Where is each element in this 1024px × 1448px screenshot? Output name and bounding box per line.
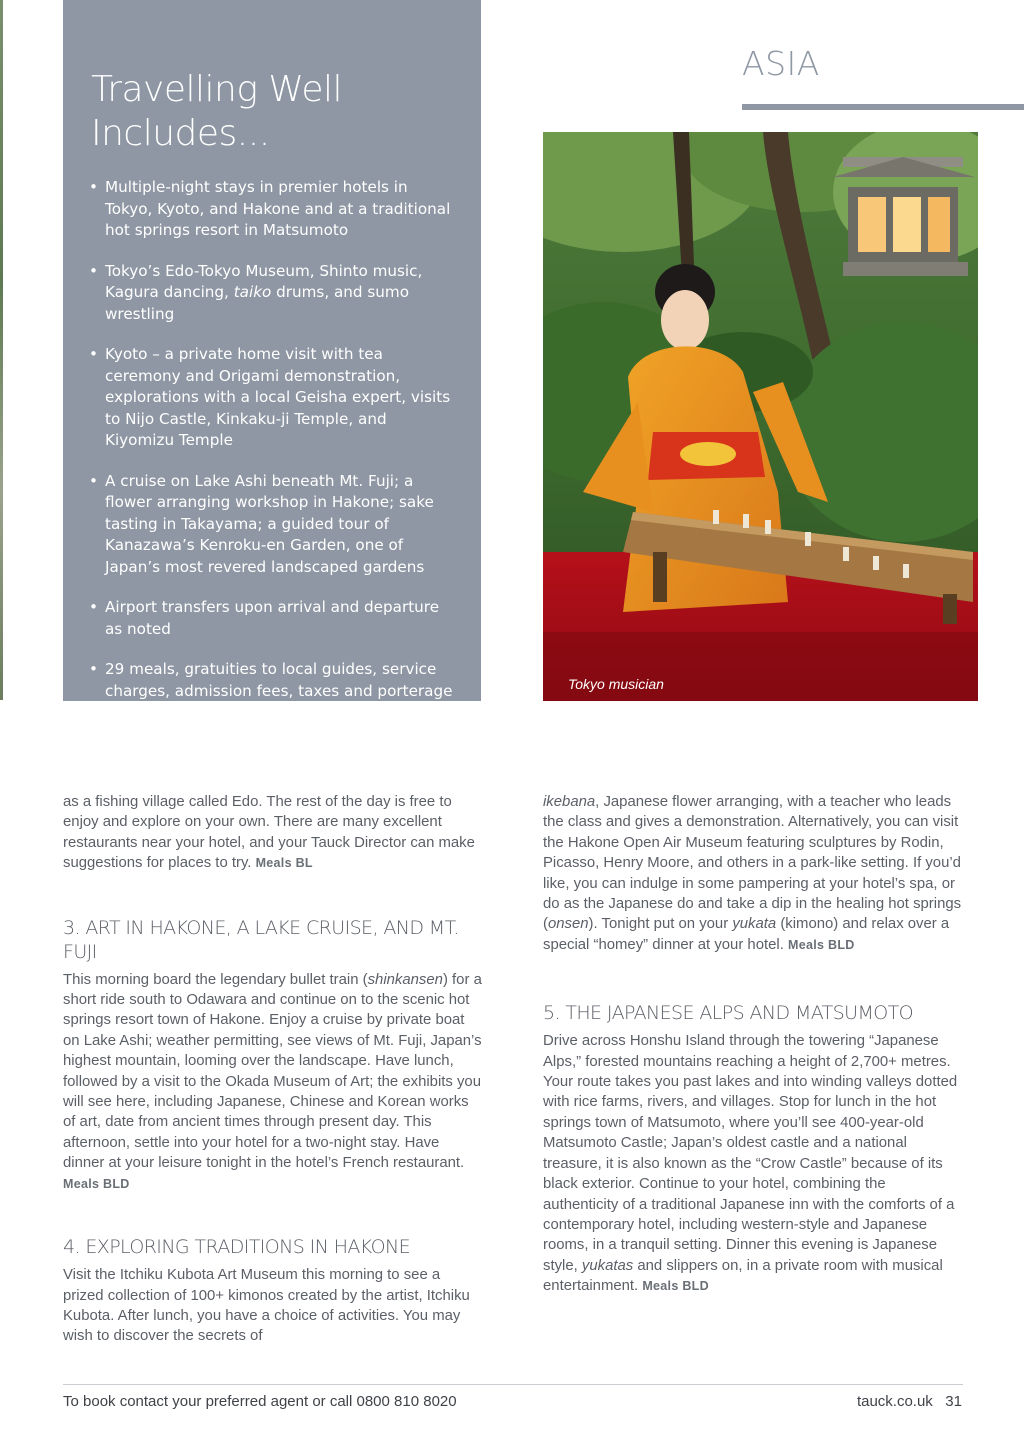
left-text-column bbox=[63, 792, 483, 1347]
list-item-text: A cruise on Lake Ashi beneath Mt. Fuji; a flower arranging workshop in Hakone; sake tasting in Takayama; a guided tour of Kanazawa’s Kenroku-en Garden, one of Japan’s most revered landscaped gardens bbox=[105, 471, 434, 576]
photo-caption: Tokyo musician bbox=[568, 676, 664, 692]
bullet-icon: • bbox=[89, 660, 98, 678]
bullet-icon: • bbox=[89, 178, 98, 196]
inclusions-sidebar bbox=[63, 0, 481, 701]
meals-label: Meals BLD bbox=[63, 1176, 130, 1191]
site-and-page-number: tauck.co.uk 31 bbox=[856, 1393, 962, 1410]
sidebar-title-line1: Travelling Well bbox=[91, 69, 343, 110]
region-label: ASIA bbox=[742, 44, 820, 83]
inclusions-list bbox=[87, 177, 457, 721]
bullet-icon: • bbox=[89, 598, 98, 616]
sidebar-title-line2: Includes... bbox=[91, 113, 270, 154]
bullet-icon: • bbox=[89, 471, 98, 490]
paragraph-text: , Japanese flower arranging, with a teacher who leads the class and gives a demonstration. Alternatively, you can visit the Hakone Open Air Museum featuring sculptures by Rodin, Picasso, Henry Moore, and others in a park-like setting. If you’d like, you can indulge in some pampering at your hotel’s spa, or do as the Japanese do and take a dip in the healing hot springs ( bbox=[543, 794, 962, 933]
right-text-column bbox=[543, 792, 963, 1297]
photo-illustration bbox=[543, 132, 978, 701]
sidebar-title bbox=[91, 68, 461, 156]
list-item-text: Multiple-night stays in premier hotels in Tokyo, Kyoto, and Hakone and at a traditional hot springs resort in Matsumoto bbox=[105, 178, 451, 239]
list-item bbox=[87, 659, 457, 702]
list-item-text: drums, and sumo wrestling bbox=[105, 283, 410, 323]
region-rule bbox=[742, 104, 1024, 110]
day-4-heading: 4. EXPLORING TRADITIONS IN HAKONE bbox=[63, 1236, 410, 1259]
left-edge-photo-strip bbox=[0, 0, 3, 700]
paragraph-emphasis: shinkansen bbox=[367, 971, 443, 988]
day-4-paragraph: Visit the Itchiku Kubota Art Museum this morning to see a prized collection of 100+ kimonos created by the artist, Itchiku Kubota. After lunch, you have a choice of activities. You may wish to discover the secrets of bbox=[63, 1267, 470, 1345]
footer-divider bbox=[63, 1384, 963, 1385]
day-5-heading: 5. THE JAPANESE ALPS AND MATSUMOTO bbox=[543, 1002, 913, 1025]
list-item-text: Airport transfers upon arrival and departure as noted bbox=[105, 598, 440, 638]
intro-paragraph bbox=[63, 792, 483, 874]
list-item bbox=[87, 177, 457, 242]
list-item bbox=[87, 261, 457, 326]
list-item-emphasis: taiko bbox=[233, 283, 272, 301]
paragraph-text: ) for a short ride south to Odawara and continue on to the scenic hot springs resort town of Hakone. Enjoy a cruise by private boat on Lake Ashi; weather permitting, see views of Mt. Fuji, Japan’s highest mountain, looming over the landscape. Have lunch, followed by a visit to the Okada Museum of Art; the exhibits you will see here, including Japanese, Chinese and Korean works of art, date from ancient times through present day. This afternoon, settle into your hotel for a two-night stay. Have dinner at your leisure tonight in the hotel’s French restaurant. bbox=[63, 971, 482, 1172]
paragraph-text: ). Tonight put on your bbox=[588, 916, 733, 933]
paragraph-emphasis: yukata bbox=[732, 916, 777, 933]
day-4-continuation-paragraph bbox=[543, 792, 963, 955]
day-3-heading: 3. ART IN HAKONE, A LAKE CRUISE, AND MT. FUJI bbox=[63, 916, 459, 963]
day-3-paragraph bbox=[63, 970, 483, 1194]
list-item-text: 29 meals, gratuities to local guides, service charges, admission fees, taxes and porterage bbox=[105, 660, 453, 700]
paragraph-text: as a fishing village called Edo. The rest of the day is free to enjoy and explore on your own. There are many excellent restaurants near your hotel, and your Tauck Director can make suggestions for places to try. bbox=[63, 794, 475, 872]
paragraph-text: This morning board the legendary bullet train ( bbox=[63, 971, 368, 988]
day-5-paragraph bbox=[543, 1031, 963, 1296]
paragraph-emphasis: onsen bbox=[547, 916, 589, 933]
meals-label: Meals BLD bbox=[642, 1279, 709, 1294]
meals-label: Meals BL bbox=[255, 856, 313, 871]
list-item-text: Tokyo’s Edo-Tokyo Museum, Shinto music, Kagura dancing, bbox=[105, 261, 423, 301]
meals-label: Meals BLD bbox=[788, 937, 855, 952]
list-item bbox=[87, 597, 457, 640]
paragraph-emphasis: yukatas bbox=[581, 1257, 634, 1274]
bullet-icon: • bbox=[89, 261, 98, 280]
list-item bbox=[87, 344, 457, 452]
list-item-text: Kyoto – a private home visit with tea ceremony and Origami demonstration, explorations with a local Geisha expert, visits to Nijo Castle, Kinkaku-ji Temple, and Kiyomizu Temple bbox=[105, 345, 451, 449]
paragraph-text: and slippers on, in a private room with musical entertainment. bbox=[543, 1257, 943, 1295]
bullet-icon: • bbox=[89, 345, 98, 363]
paragraph-text: (kimono) and relax over a special “homey” dinner at your hotel. bbox=[543, 916, 950, 953]
list-item bbox=[87, 471, 457, 579]
paragraph-text: Drive across Honshu Island through the towering “Japanese Alps,” forested mountains reaching a height of 2,700+ metres. Your route takes you past lakes and into winding valleys dotted with rice farms, rivers, and villages. Stop for lunch in the hot springs town of Matsumoto, where you’ll see 400-year-old Matsumoto Castle; Japan’s oldest castle and a national treasure, it is also known as the “Crow Castle” because of its black exterior. Continue to your hotel, combining the authenticity of a traditional Japanese inn with the comforts of a contemporary hotel, including western-style and Japanese rooms, in a tranquil setting. Dinner this evening is Japanese style, bbox=[543, 1033, 958, 1274]
booking-contact-text: To book contact your preferred agent or call 0800 810 8020 bbox=[63, 1393, 457, 1410]
paragraph-emphasis: ikebana bbox=[543, 794, 596, 810]
tokyo-musician-photo bbox=[543, 132, 978, 701]
